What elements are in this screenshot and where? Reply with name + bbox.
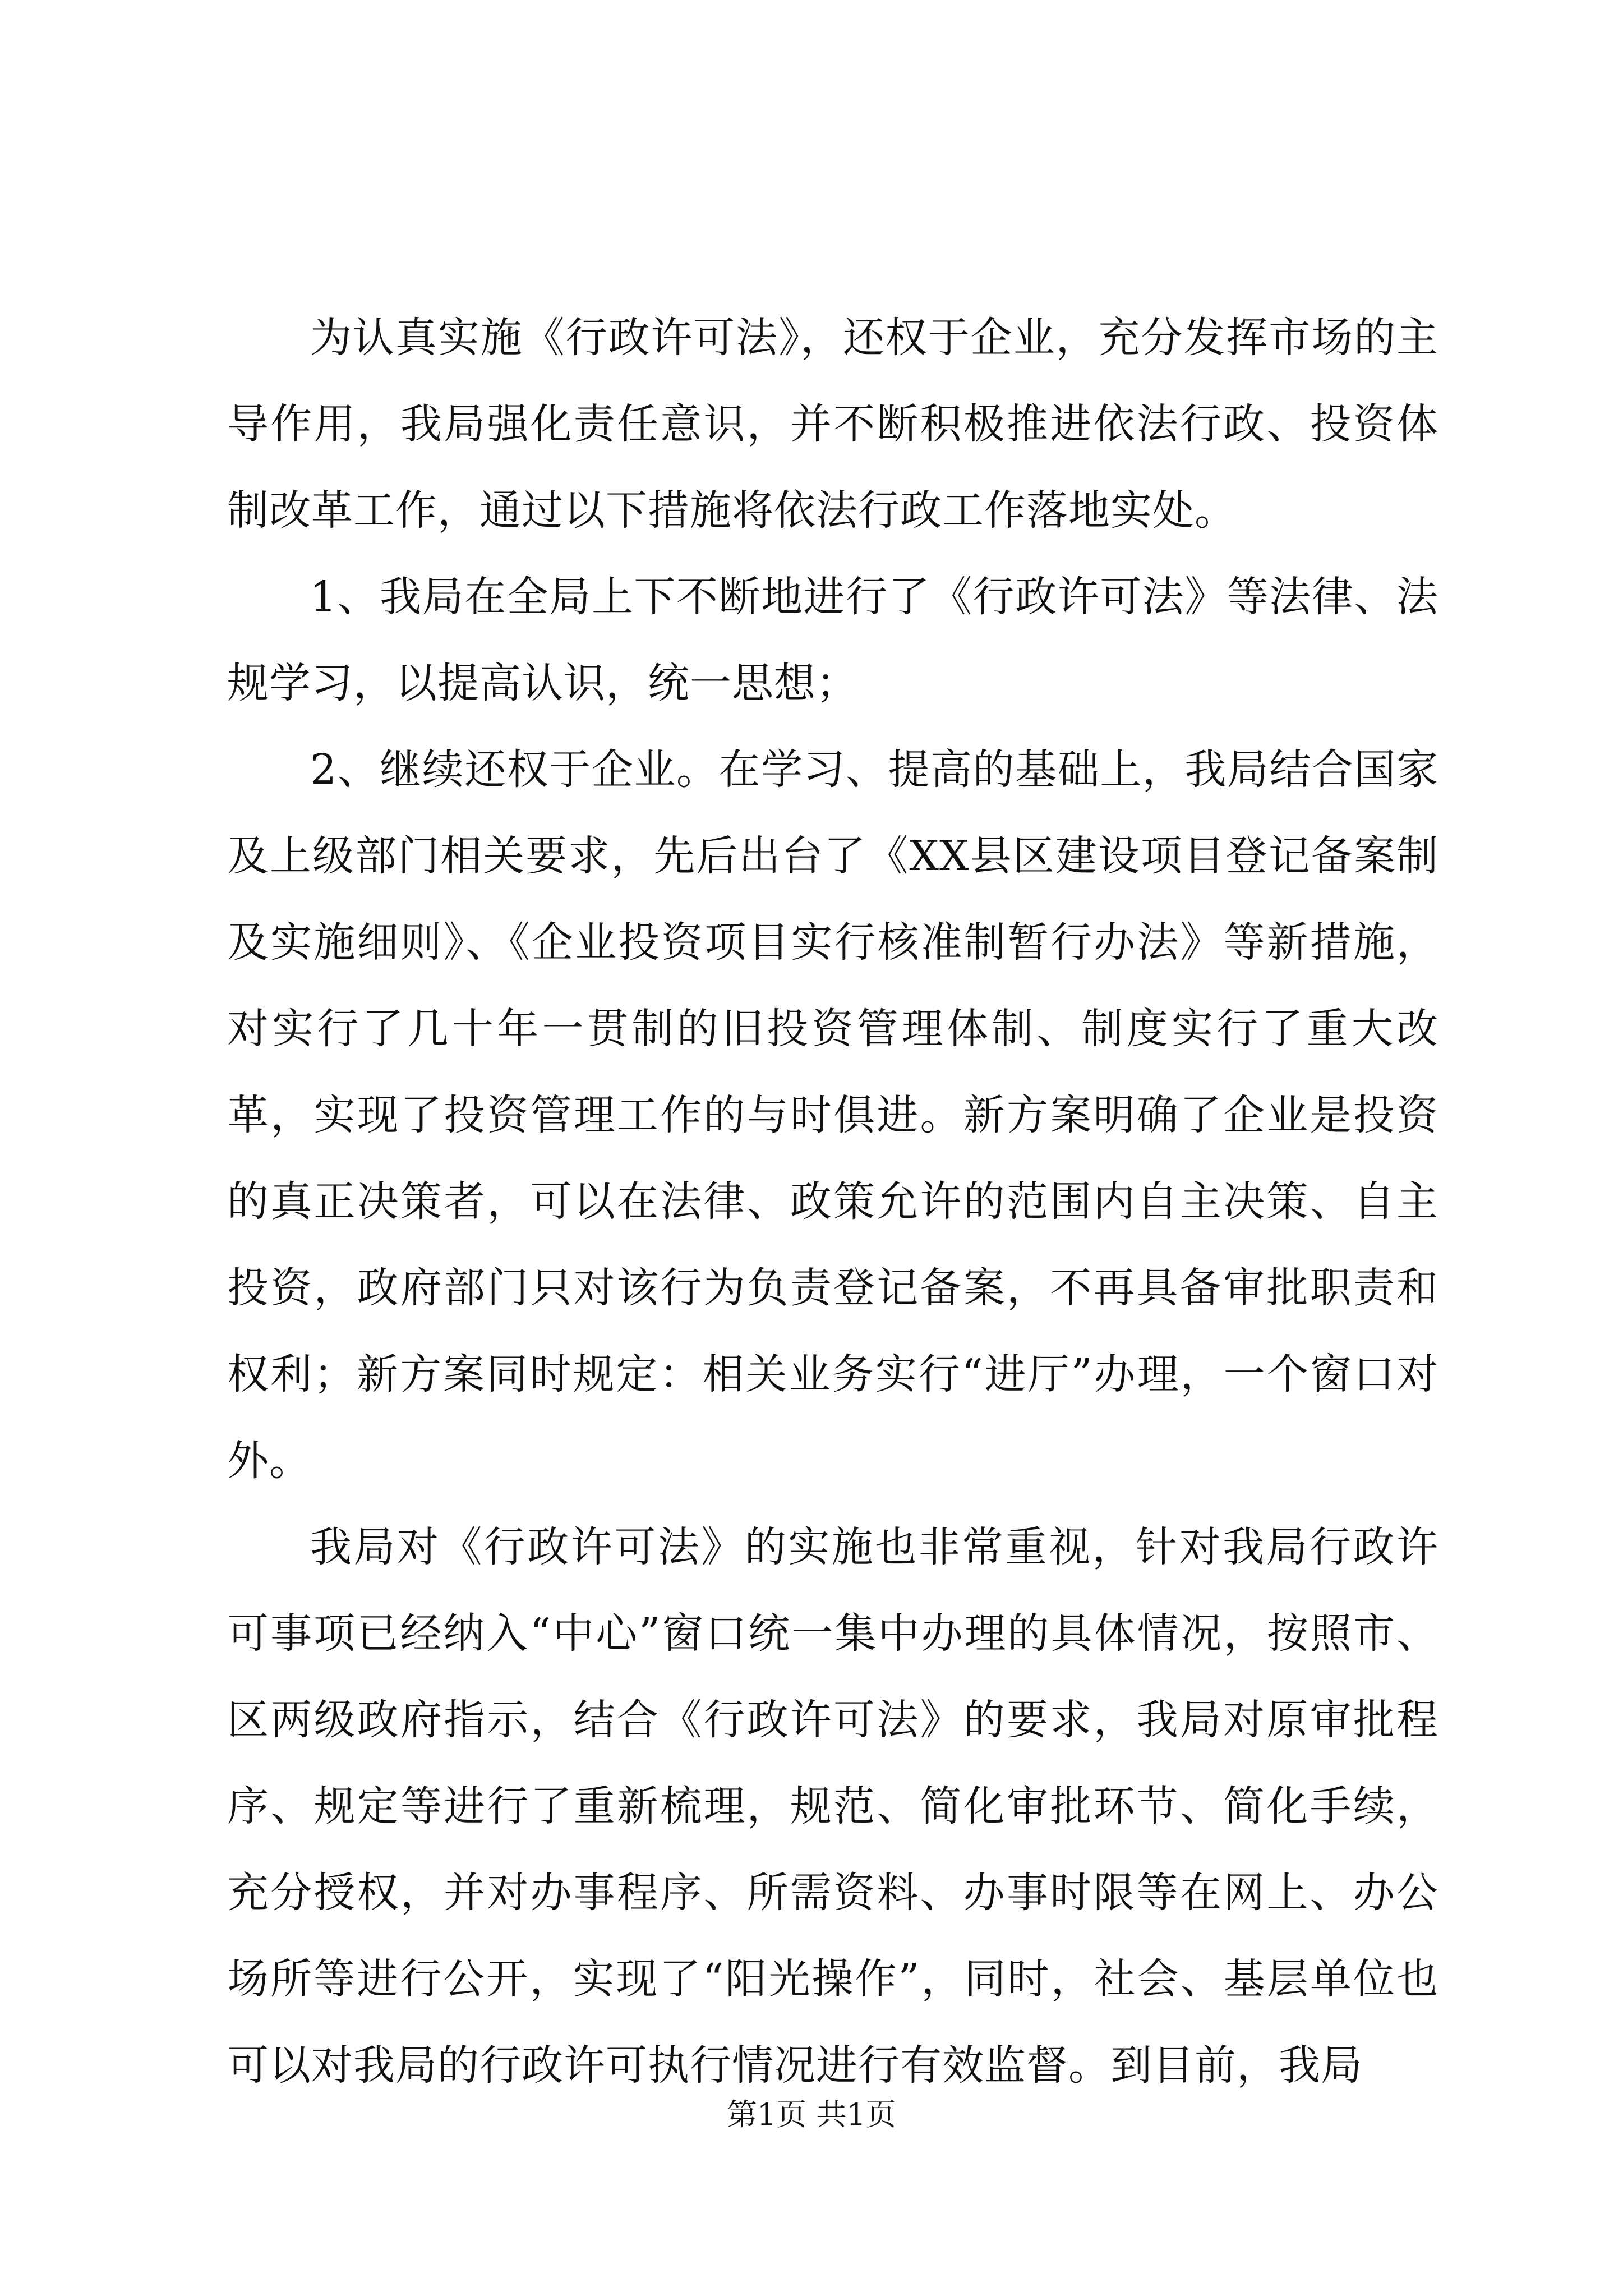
paragraph-item-1: 1、我局在全局上下不断地进行了《行政许可法》等法律、法规学习，以提高认识，统一思想； bbox=[227, 573, 1438, 707]
document-body bbox=[227, 295, 1438, 2109]
paragraph-licensing: 我局对《行政许可法》的实施也非常重视，针对我局行政许可事项已经纳入“中心”窗口统一集中办理的具体情况，按照市、区两级政府指示，结合《行政许可法》的要求，我局对原审批程序、规定等进行了重新梳理，规范、简化审批环节、简化手续，充分授权，并对办事程序、所需资料、办事时限等在网上、办公场所等进行公开，实现了“阳光操作”，同时，社会、基层单位也可以对我局的行政许可执行情况进行有效监督。到目前，我局 bbox=[227, 1523, 1438, 2090]
paragraph-item-2: 2、继续还权于企业。在学习、提高的基础上，我局结合国家及上级部门相关要求，先后出台了《XX县区建设项目登记备案制及实施细则》、《企业投资项目实行核准制暂行办法》等新措施，对实行了几十年一贯制的旧投资管理体制、制度实行了重大改革，实现了投资管理工作的与时俱进。新方案明确了企业是投资的真正决策者，可以在法律、政策允许的范围内自主决策、自主投资，政府部门只对该行为负责登记备案，不再具备审批职责和权利；新方案同时规定：相关业务实行“进厅”办理，一个窗口对外。 bbox=[227, 746, 1438, 1485]
page-footer: 第1页 共1页 bbox=[727, 2097, 896, 2132]
paragraph-intro: 为认真实施《行政许可法》，还权于企业，充分发挥市场的主导作用，我局强化责任意识，并不断积极推进依法行政、投资体制改革工作，通过以下措施将依法行政工作落地实处。 bbox=[227, 314, 1438, 535]
